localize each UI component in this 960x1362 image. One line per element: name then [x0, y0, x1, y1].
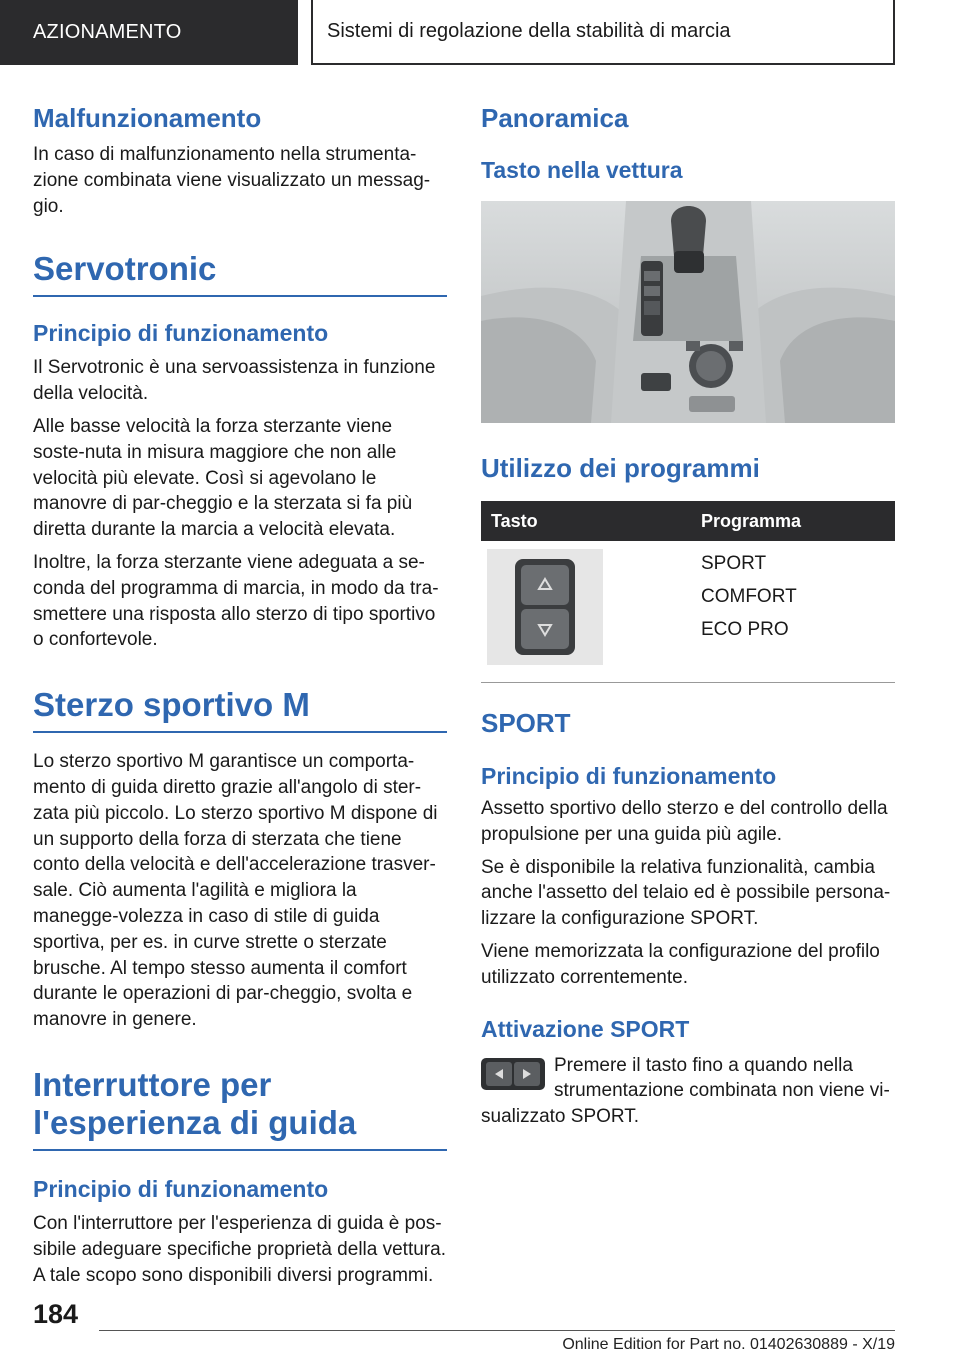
program-sport: SPORT	[701, 553, 767, 574]
sterzo-para: Lo sterzo sportivo M garantisce un comporta-mento di guida diretto grazie all'angolo di ster-zata più piccolo. Lo sterzo sportivo M dispone di un supporto della forza di sterzata che tiene conto della velocità e dell'accelerazione trasver-sale. Ciò aumenta l'agilità e migliora la manegge-volezza in caso di stile di guida sportiva, per es. in curve strette o sterzate brusche. Al tempo stesso aumenta il comfort durante le operazioni di par-cheggio, svolta e manovre in genere.	[33, 751, 438, 1031]
servotronic-heading: Servotronic	[33, 250, 217, 288]
program-comfort: COMFORT	[701, 586, 797, 607]
sport-para-2: Se è disponibile la relativa funzionalità, cambia anche l'assetto del telaio ed è possibile persona-lizzare la configurazione SPORT.	[481, 856, 891, 930]
interruttore-para: Con l'interruttore per l'esperienza di guida è pos-sibile adeguare specifiche proprietà della vettura. A tale scopo sono disponibili diversi programmi.	[33, 1212, 446, 1286]
interruttore-rule	[33, 1149, 447, 1151]
programs-table	[481, 501, 895, 682]
right-column	[481, 102, 895, 1130]
interruttore-heading-line-2: l'esperienza di guida	[33, 1103, 357, 1141]
edition-footer: Online Edition for Part no. 01402630889 - X/19	[562, 1336, 895, 1353]
section-label: AZIONAMENTO	[33, 21, 182, 43]
chapter-header	[311, 0, 895, 65]
servotronic-para-2: Alle basse velocità la forza sterzante viene soste-nuta in misura maggiore che non alle velocità più elevate. Così si agevolano le manovre di par-cheggio e la sterzata si fa più diretta durante la marcia a velocità elevata.	[33, 415, 413, 541]
attivazione-line-3: sualizzato SPORT.	[481, 1106, 640, 1128]
attivazione-line-1: Premere il tasto fino a quando nella	[554, 1054, 853, 1076]
sterzo-rule	[33, 731, 447, 733]
footer-rule	[99, 1330, 895, 1331]
tasto-subheading: Tasto nella vettura	[481, 157, 683, 183]
key-image-cell	[481, 541, 691, 682]
servotronic-subheading: Principio di funzionamento	[33, 320, 329, 347]
attivazione-heading: Attivazione SPORT	[481, 1015, 690, 1042]
interruttore-heading	[33, 1066, 447, 1142]
sport-para-1: Assetto sportivo dello sterzo e del controllo della propulsione per una guida più agile.	[481, 798, 888, 845]
attivazione-line-2: strumentazione combinata non viene vi-	[554, 1080, 890, 1102]
center-console-illustration	[481, 201, 895, 423]
utilizzo-heading: Utilizzo dei programmi	[481, 453, 760, 483]
sport-subheading: Principio di funzionamento	[481, 763, 777, 789]
servotronic-rule	[33, 295, 447, 297]
malfunction-heading: Malfunzionamento	[33, 103, 262, 133]
interruttore-subheading: Principio di funzionamento	[33, 1175, 329, 1202]
chapter-title: Sistemi di regolazione della stabilità di marcia	[327, 20, 731, 42]
table-header-row	[481, 501, 895, 541]
driving-experience-switch-icon	[487, 549, 603, 665]
column-header-tasto: Tasto	[481, 501, 691, 541]
section-tab	[0, 0, 298, 65]
table-bottom-rule	[481, 682, 895, 683]
column-header-programma: Programma	[691, 501, 895, 541]
table-row	[481, 541, 895, 682]
program-eco-pro: ECO PRO	[701, 619, 789, 640]
center-console-photo	[481, 201, 895, 423]
interruttore-heading-line-1: Interruttore per	[33, 1065, 272, 1103]
switch-button-icon	[481, 1058, 545, 1090]
servotronic-para-1: Il Servotronic è una servoassistenza in funzione della velocità.	[33, 357, 436, 405]
left-column	[33, 102, 447, 1288]
servotronic-para-3: Inoltre, la forza sterzante viene adeguata a se-conda del programma di marcia, in modo da tra-smettere una risposta allo sterzo di tipo sportivo o confortevole.	[33, 551, 439, 651]
sterzo-heading: Sterzo sportivo M	[33, 686, 310, 724]
page-number: 184	[33, 1299, 79, 1329]
malfunction-text: In caso di malfunzionamento nella strumenta-zione combinata viene visualizzato un messag-gio.	[33, 144, 431, 217]
panoramica-heading: Panoramica	[481, 103, 629, 133]
attivazione-block	[481, 1053, 895, 1130]
sport-para-3: Viene memorizzata la configurazione del profilo utilizzato correntemente.	[481, 940, 880, 988]
sport-heading: SPORT	[481, 708, 571, 738]
programs-cell	[691, 541, 895, 682]
